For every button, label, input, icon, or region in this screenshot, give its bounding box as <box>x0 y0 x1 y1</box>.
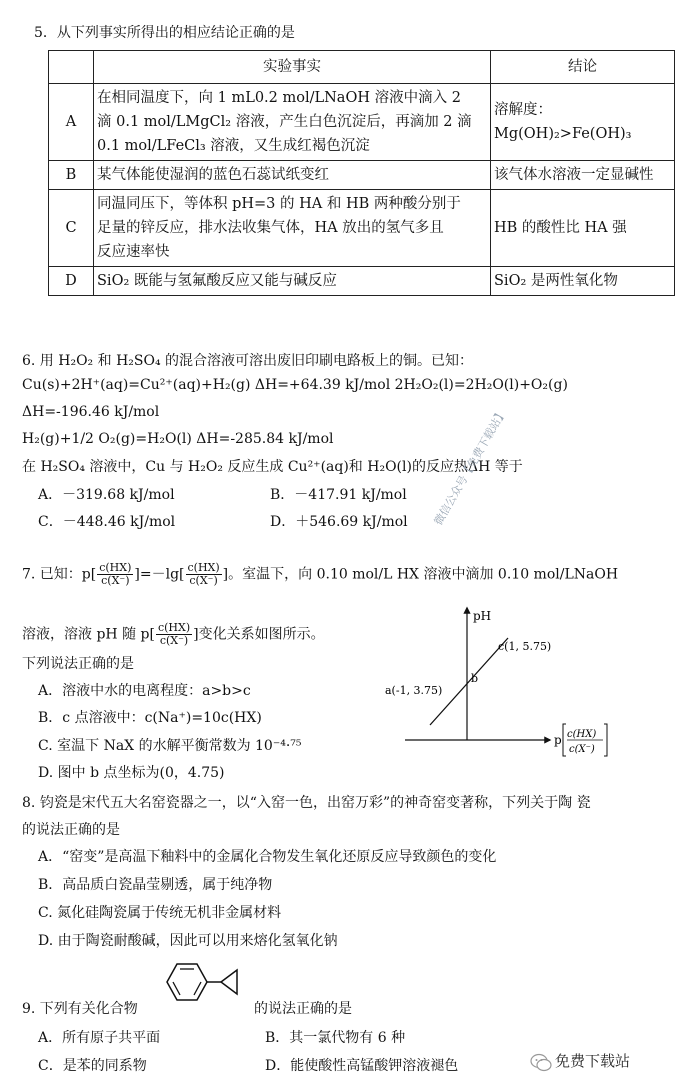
q6-line1: 6. 用 H₂O₂ 和 H₂SO₄ 的混合溶液可溶出废旧印刷电路板上的铜。已知： <box>22 353 474 369</box>
ph-line <box>430 638 508 725</box>
row-conclusion <box>491 161 675 190</box>
q9-suffix: 的说法正确的是 <box>254 1001 352 1017</box>
q8-option-d: D. 由于陶瓷耐酸碱，因此可以用来熔化氢氧化钠 <box>38 933 338 949</box>
header-cell-conclusion: 结论 <box>491 51 675 84</box>
q5-title: 5．从下列事实所得出的相应结论正确的是 <box>34 25 295 41</box>
x-axis-frac-num: c(HX) <box>567 729 597 740</box>
q7-suffix: ]。室温下，向 0.10 mol/L HX 溶液中滴加 0.10 mol/LNaOH <box>222 566 619 583</box>
q7-fraction-3 <box>156 622 192 647</box>
q8-option-a: A．“窑变”是高温下釉料中的金属化合物发生氧化还原反应导致颜色的变化 <box>38 849 497 865</box>
conclusion-line: SiO₂ 是两性氧化物 <box>494 273 618 289</box>
q9-option-c: C．是苯的同系物 <box>38 1058 147 1074</box>
row-label: C <box>49 190 94 267</box>
conclusion-line: 溶解度： <box>494 102 552 118</box>
row-label: A <box>49 84 94 161</box>
q7-ph-graph <box>380 600 620 760</box>
fact-line: SiO₂ 既能与氢氟酸反应又能与碱反应 <box>97 273 337 289</box>
fraction-denominator: c(X⁻) <box>189 574 218 587</box>
q7-option-c: C. 室温下 NaX 的水解平衡常数为 10⁻⁴·⁷⁵ <box>38 738 302 754</box>
q6-line4: H₂(g)+1/2 O₂(g)=H₂O(l) ΔH=-285.84 kJ/mol <box>22 431 334 447</box>
conclusion-line: 该气体水溶液一定显碱性 <box>494 167 654 183</box>
q8-option-c: C. 氮化硅陶瓷属于传统无机非金属材料 <box>38 905 282 921</box>
wechat-logo-icon <box>530 1052 552 1074</box>
q8-option-b: B．高品质白瓷晶莹剔透，属于纯净物 <box>38 877 273 893</box>
table-row <box>49 161 675 190</box>
row-fact <box>94 190 491 267</box>
x-axis-bracket-right <box>604 724 607 756</box>
row-fact <box>94 161 491 190</box>
phenylcyclopropane-structure-icon <box>155 960 250 1018</box>
q6-option-d: D．＋546.69 kJ/mol <box>270 514 408 530</box>
fact-line: 反应速率快 <box>97 244 170 260</box>
x-axis-frac-den: c(X⁻) <box>569 744 595 755</box>
row-conclusion <box>491 84 675 161</box>
point-b-label: b <box>471 672 479 685</box>
fact-line: 滴 0.1 mol/LMgCl₂ 溶液，产生白色沉淀后，再滴加 2 滴 <box>97 114 472 130</box>
q7-line1 <box>22 562 618 587</box>
x-axis-label: p <box>554 733 562 747</box>
conclusion-line: Mg(OH)₂>Fe(OH)₃ <box>494 126 632 142</box>
q9-prefix: 9. 下列有关化合物 <box>22 1001 138 1017</box>
q7-fraction-2 <box>186 562 222 587</box>
table-header-row <box>49 51 675 84</box>
row-conclusion <box>491 190 675 267</box>
q7-line2 <box>22 622 325 647</box>
table-row <box>49 267 675 296</box>
q6-line3: ΔH=-196.46 kJ/mol <box>22 404 160 420</box>
row-fact <box>94 267 491 296</box>
q7-prefix: 7. 已知：p[ <box>22 566 97 583</box>
q6-option-b: B．－417.91 kJ/mol <box>270 487 407 503</box>
q9-option-d: D．能使酸性高锰酸钾溶液褪色 <box>265 1058 459 1074</box>
watermark: 微信公众号【免费下载站】 <box>431 406 509 528</box>
fraction-denominator: c(X⁻) <box>101 574 130 587</box>
fact-line: 0.1 mol/LFeCl₃ 溶液，又生成红褐色沉淀 <box>97 138 370 154</box>
q6-line5: 在 H₂SO₄ 溶液中，Cu 与 H₂O₂ 反应生成 Cu²⁺(aq)和 H₂O(l)的反应热ΔH 等于 <box>22 459 523 475</box>
q7-line2-pre: 溶液，溶液 pH 随 p[ <box>22 626 155 643</box>
q7-option-a: A．溶液中水的电离程度：a>b>c <box>38 683 251 699</box>
header-cell-empty <box>49 51 94 84</box>
q6-option-c: C．－448.46 kJ/mol <box>38 514 176 530</box>
q7-line3: 下列说法正确的是 <box>22 656 134 672</box>
q7-option-b: B．c 点溶液中：c(Na⁺)=10c(HX) <box>38 710 262 726</box>
q7-fraction-1 <box>97 562 133 587</box>
fact-line: 同温同压下，等体积 pH=3 的 HA 和 HB 两种酸分别于 <box>97 196 461 212</box>
q9-option-b: B．其一氯代物有 6 种 <box>265 1030 406 1046</box>
brand-label: 免费下载站 <box>555 1052 631 1070</box>
fraction-numerator: c(HX) <box>187 561 220 574</box>
x-axis-bracket-left <box>563 724 566 756</box>
y-axis-label: pH <box>473 609 492 623</box>
q6-line2: Cu(s)+2H⁺(aq)=Cu²⁺(aq)+H₂(g) ΔH=+64.39 kJ/mol 2H₂O₂(l)=2H₂O(l)+O₂(g) <box>22 377 568 393</box>
conclusion-line: HB 的酸性比 HA 强 <box>494 220 627 236</box>
row-label: D <box>49 267 94 296</box>
q7-option-d: D. 图中 b 点坐标为(0，4.75) <box>38 765 225 781</box>
fraction-denominator: c(X⁻) <box>159 634 189 647</box>
table-row <box>49 84 675 161</box>
fact-line: 足量的锌反应，排水法收集气体，HA 放出的氢气多且 <box>97 220 444 236</box>
q7-line2-post: ]变化关系如图所示。 <box>193 626 325 643</box>
row-label: B <box>49 161 94 190</box>
q9-option-a: A．所有原子共平面 <box>38 1030 161 1046</box>
row-conclusion <box>491 267 675 296</box>
q8-line2: 的说法正确的是 <box>22 822 120 838</box>
fact-line: 某气体能使湿润的蓝色石蕊试纸变红 <box>97 167 329 183</box>
fraction-numerator: c(HX) <box>157 621 191 634</box>
table-row <box>49 190 675 267</box>
fact-line: 在相同温度下，向 1 mL0.2 mol/LNaOH 溶液中滴入 2 <box>97 90 461 106</box>
q7-mid: ]=－lg[ <box>134 566 185 583</box>
q5-table <box>48 50 675 296</box>
fraction-numerator: c(HX) <box>99 561 132 574</box>
point-a-label: a(-1, 3.75) <box>385 684 443 697</box>
q8-line1: 8. 钧瓷是宋代五大名窑瓷器之一，以“入窑一色，出窑万彩”的神奇窑变著称，下列关于陶 瓷 <box>22 795 591 811</box>
point-c-label: c(1, 5.75) <box>498 640 552 653</box>
row-fact <box>94 84 491 161</box>
q6-option-a: A．－319.68 kJ/mol <box>38 487 175 503</box>
header-cell-facts: 实验事实 <box>94 51 491 84</box>
